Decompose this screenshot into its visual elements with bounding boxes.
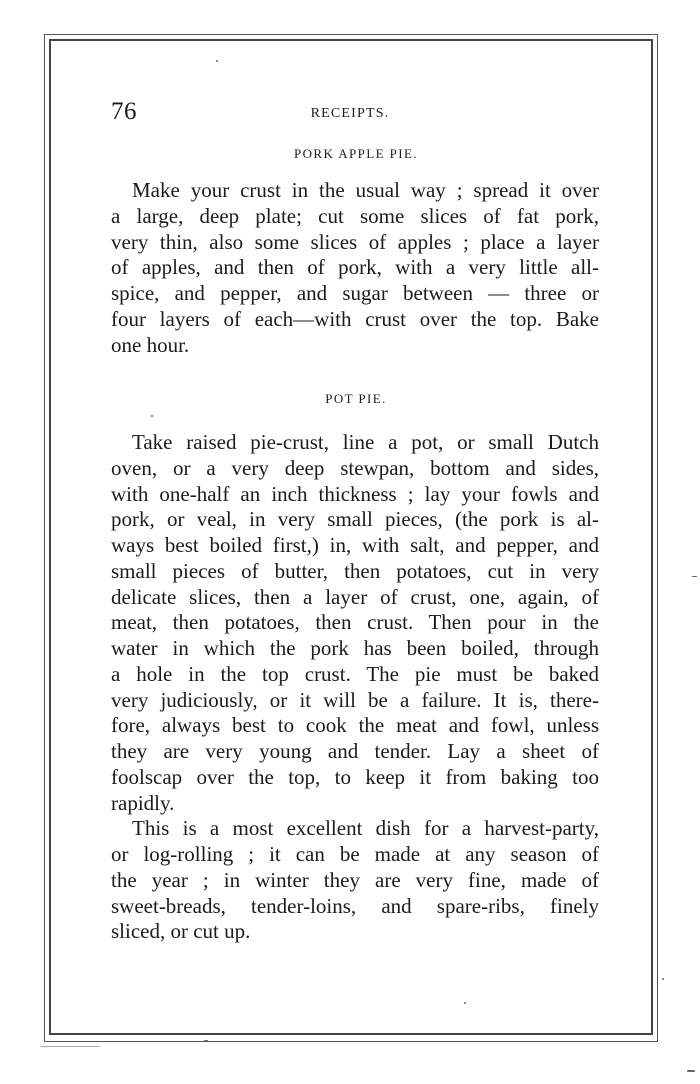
text-line: Make your crust in the usual way ; spread it over (132, 178, 599, 202)
scan-speck (216, 60, 218, 62)
scan-speck (464, 1002, 466, 1004)
text-line: one hour. (111, 332, 190, 357)
text-line: fore, always best to cook the meat and fowl, unless (111, 713, 599, 738)
text-line: meat, then potatoes, then crust. Then pour in the (111, 610, 599, 635)
running-head: RECEIPTS. (310, 106, 390, 121)
scan-speck (151, 415, 153, 417)
scan-speck (40, 1046, 100, 1047)
text-line: foolscap over the top, to keep it from baking too (111, 764, 599, 789)
scan-speck (687, 1070, 695, 1072)
text-line: the year ; in winter they are very fine, made of (111, 867, 599, 892)
recipe-title-pork-apple-pie: PORK APPLE PIE. (294, 146, 418, 161)
text-line: of apples, and then of pork, with a very little all- (111, 255, 599, 280)
text-line: four layers of each—with crust over the top. Bake (111, 306, 599, 331)
text-line: they are very young and tender. Lay a sheet of (111, 739, 599, 763)
scan-speck (662, 978, 664, 980)
text-line: small pieces of butter, then potatoes, cut in very (111, 558, 599, 583)
text-line: with one-half an inch thickness ; lay your fowls and (111, 481, 599, 506)
text-line: a large, deep plate; cut some slices of fat pork, (111, 203, 599, 228)
text-line: pork, or veal, in very small pieces, (the pork is al- (111, 507, 599, 532)
text-line: sliced, or cut up. (111, 919, 251, 944)
text-line: very thin, also some slices of apples ; place a layer (111, 229, 599, 254)
recipe-title-pot-pie: POT PIE. (325, 391, 387, 406)
text-line: rapidly. (111, 790, 175, 815)
recipe-body-pot-pie (111, 430, 599, 945)
scan-speck (692, 576, 697, 577)
page-number: 76 (111, 98, 137, 125)
text-line: delicate slices, then a layer of crust, one, again, of (111, 584, 599, 609)
text-line: sweet-breads, tender-loins, and spare-ribs, finely (111, 893, 599, 918)
text-line: very judiciously, or it will be a failure. It is, there- (111, 687, 599, 712)
recipe-body-pork-apple-pie (111, 178, 599, 358)
text-line: oven, or a very deep stewpan, bottom and sides, (111, 455, 599, 480)
text-line: This is a most excellent dish for a harvest-party, (132, 816, 599, 841)
text-line: water in which the pork has been boiled, through (111, 636, 599, 660)
text-line: ways best boiled first,) in, with salt, and pepper, and (111, 533, 599, 557)
text-line: or log-rolling ; it can be made at any season of (111, 842, 599, 866)
text-line: spice, and pepper, and sugar between — three or (111, 281, 599, 305)
text-line: a hole in the top crust. The pie must be baked (111, 661, 599, 686)
scan-speck (204, 1040, 208, 1041)
text-line: Take raised pie-crust, line a pot, or small Dutch (132, 430, 599, 454)
